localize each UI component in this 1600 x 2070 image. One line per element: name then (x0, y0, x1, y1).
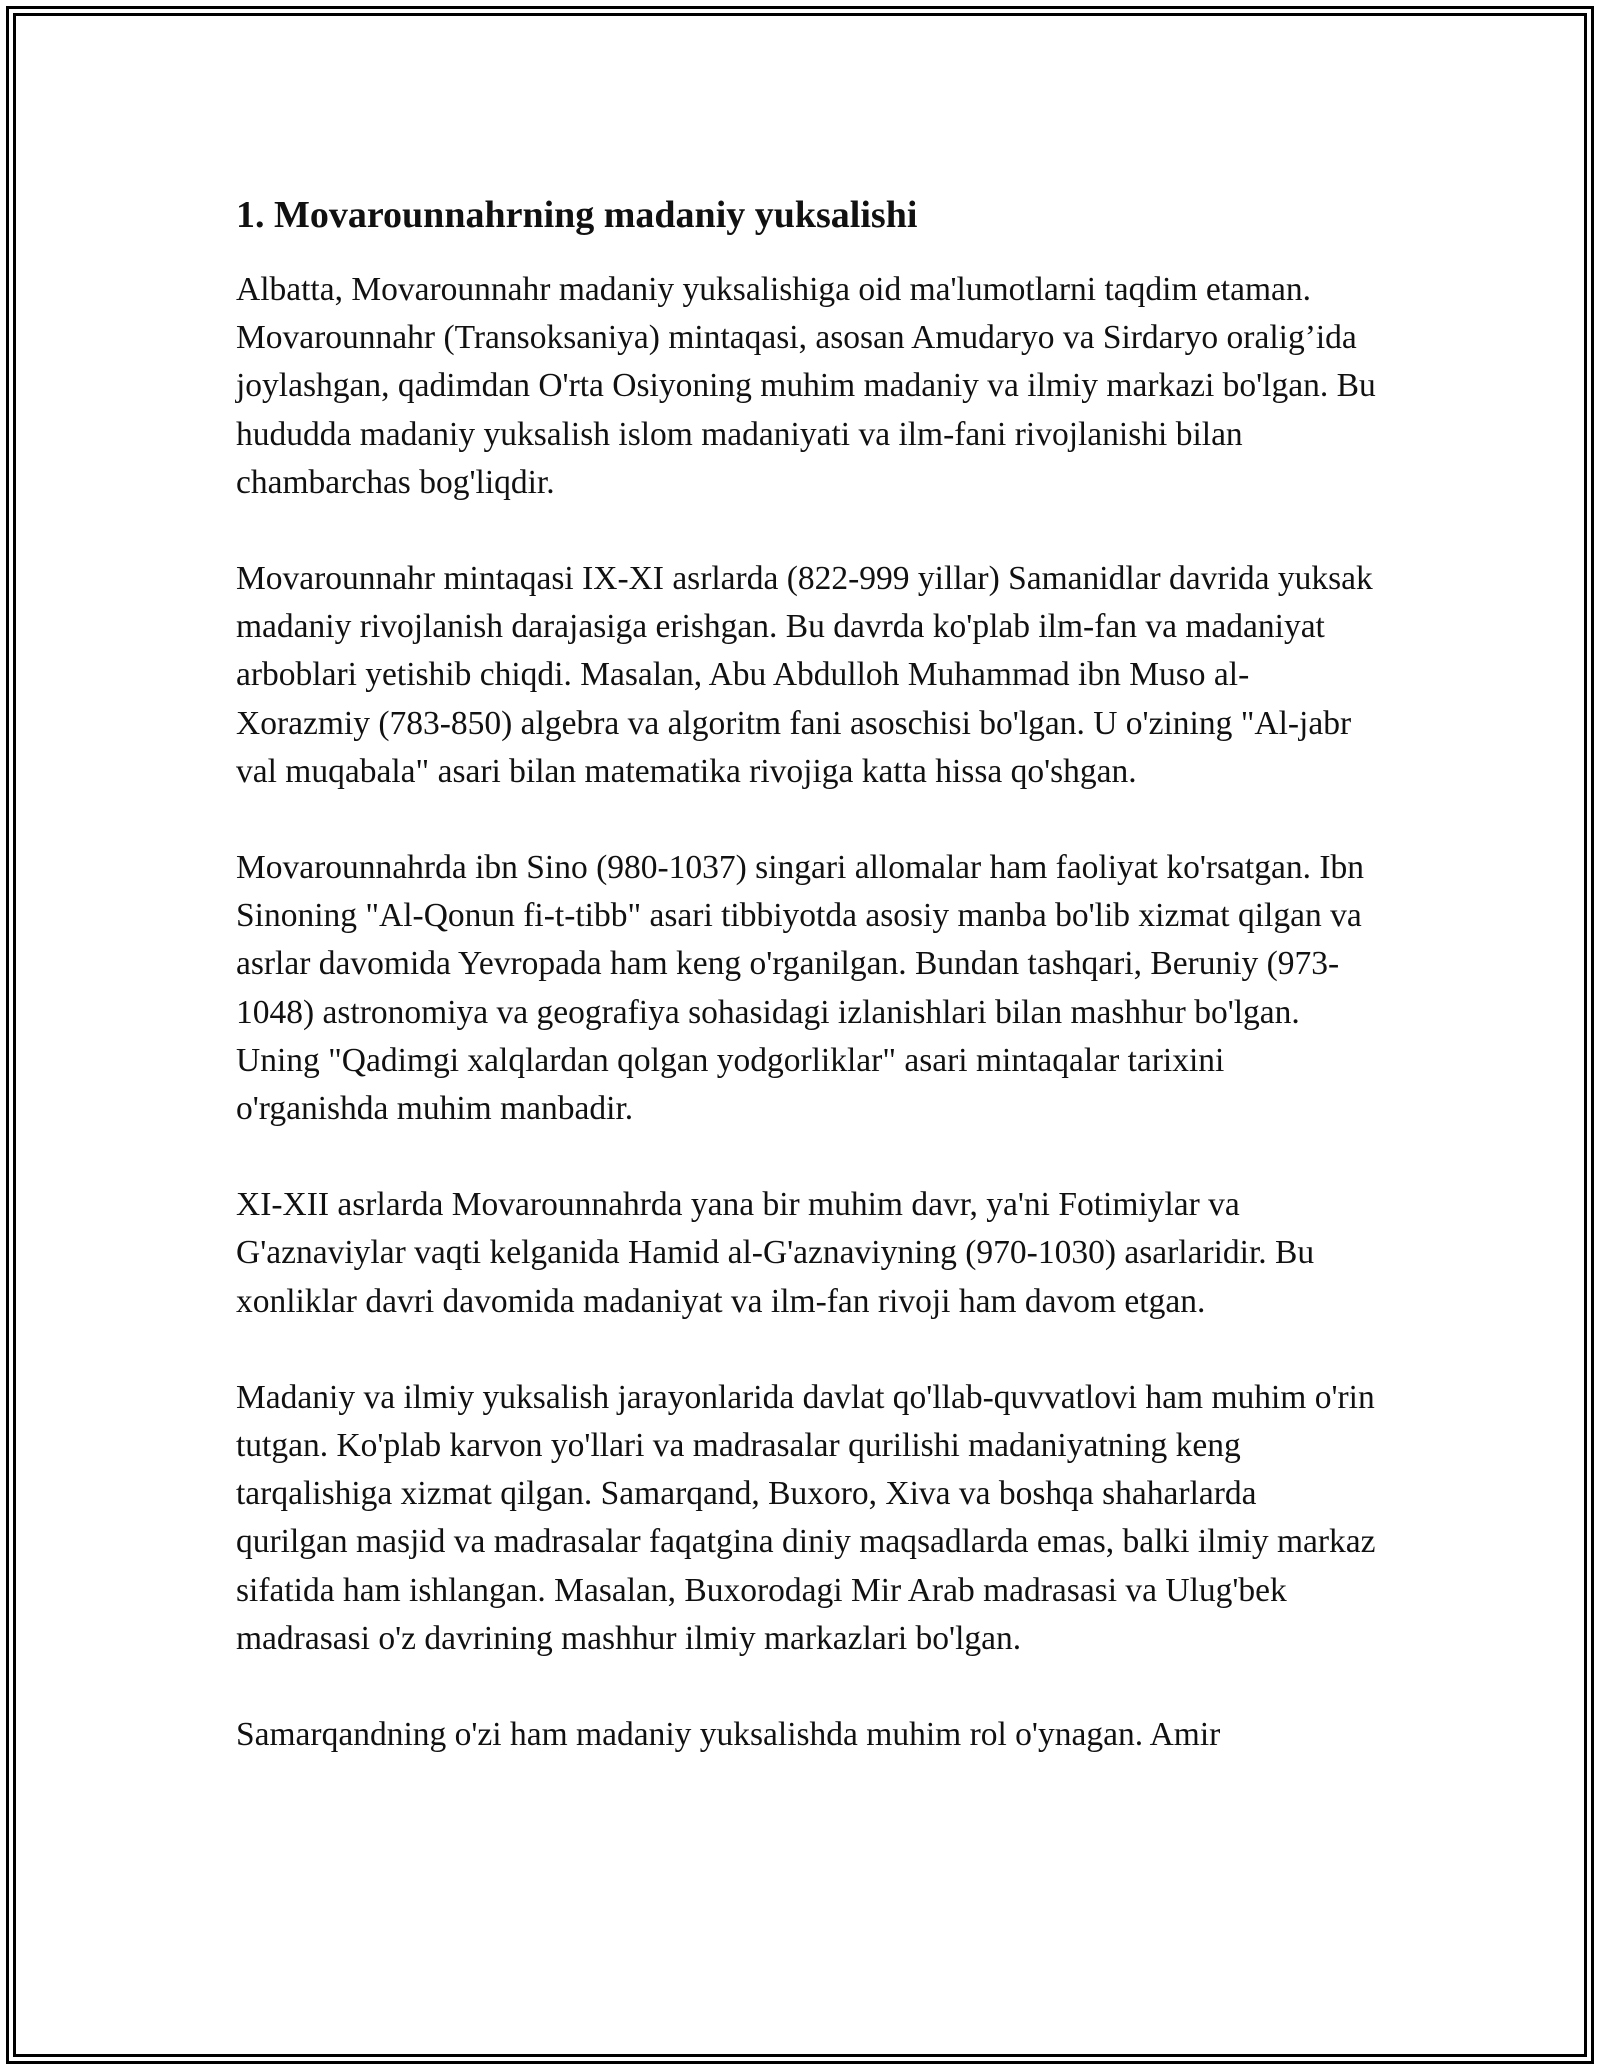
paragraph-state-support: Madaniy va ilmiy yuksalish jarayonlarida davlat qo'llab-quvvatlovi ham muhim o'rin tutgan. Ko'plab karvon yo'llari va madrasalar qurilishi madaniyatning keng tarqalishiga xizmat qilgan. Samarqand, Buxoro, Xiva va boshqa shaharlarda qurilgan masjid va madrasalar faqatgina diniy maqsadlarda emas, balki ilmiy markaz sifatida ham ishlangan. Masalan, Buxorodagi Mir Arab madrasasi va Ulug'bek madrasasi o'z davrining mashhur ilmiy markazlari bo'lgan. (236, 1378, 1376, 1657)
paragraph-xi-xii: XI-XII asrlarda Movarounnahrda yana bir muhim davr, ya'ni Fotimiylar va G'aznaviylar vaqti kelganida Hamid al-G'aznaviyning (970-1030) asarlaridir. Bu xonliklar davri davomida madaniyat va ilm-fan rivoji ham davom etgan. (236, 1186, 1315, 1320)
document-title: 1. Movarounnahrning madaniy yuksalishi (236, 194, 918, 236)
paragraph-samarqand: Samarqandning o'zi ham madaniy yuksalishda muhim rol o'ynagan. Amir (236, 1716, 1221, 1754)
document-body (236, 186, 1376, 1807)
paragraph-ibn-sino: Movarounnahrda ibn Sino (980-1037) singari allomalar ham faoliyat ko'rsatgan. Ibn Sinoning "Al-Qonun fi-t-tibb" asari tibbiyotda asosiy manba bo'lib xizmat qilgan va asrlar davomida Yevropada ham keng o'rganilgan. Bundan tashqari, Beruniy (973-1048) astronomiya va geografiya sohasidagi izlanishlari bilan mashhur bo'lgan. Uning "Qadimgi xalqlardan qolgan yodgorliklar" asari mintaqalar tarixini o'rganishda muhim manbadir. (236, 849, 1365, 1128)
paragraph-samanids: Movarounnahr mintaqasi IX-XI asrlarda (822-999 yillar) Samanidlar davrida yuksak madaniy rivojlanish darajasiga erishgan. Bu davrda ko'plab ilm-fan va madaniyat arboblari yetishib chiqdi. Masalan, Abu Abdulloh Muhammad ibn Muso al-Xorazmiy (783-850) algebra va algoritm fani asoschisi bo'lgan. U o'zining "Al-jabr val muqabala" asari bilan matematika rivojiga katta hissa qo'shgan. (236, 560, 1373, 790)
paragraph-intro: Albatta, Movarounnahr madaniy yuksalishiga oid ma'lumotlarni taqdim etaman. Movarounnahr (Transoksaniya) mintaqasi, asosan Amudaryo va Sirdaryo oralig’ida joylashgan, qadimdan O'rta Osiyoning muhim madaniy va ilmiy markazi bo'lgan. Bu hududda madaniy yuksalish islom madaniyati va ilm-fani rivojlanishi bilan chambarchas bog'liqdir. (236, 271, 1376, 501)
